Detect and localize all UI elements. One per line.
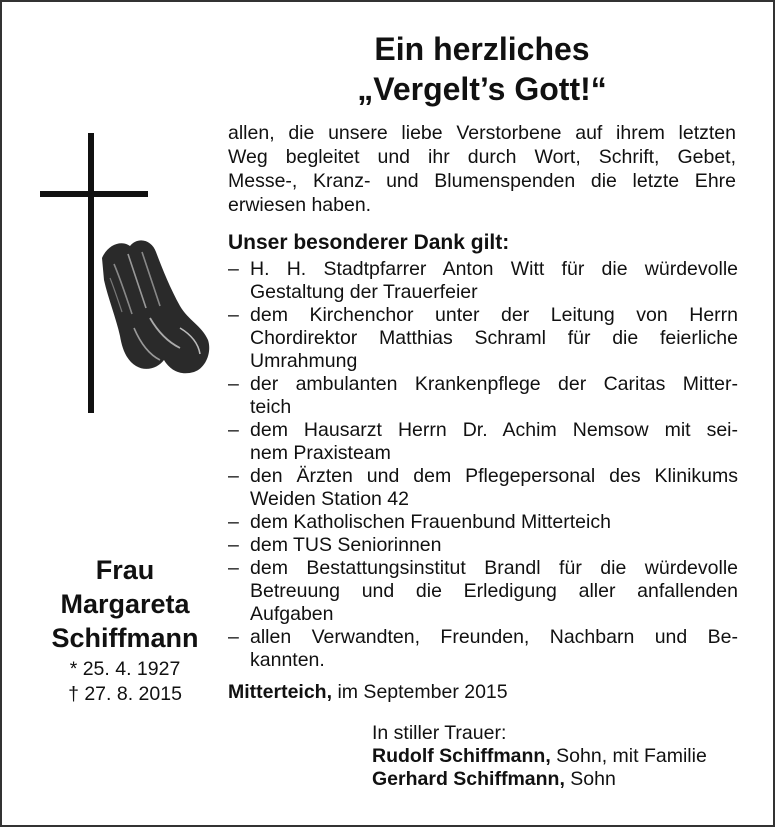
cross-icon bbox=[30, 128, 220, 418]
thanks-item bbox=[228, 534, 738, 557]
dash: – bbox=[228, 511, 239, 533]
thanks-item bbox=[228, 304, 738, 373]
dash: – bbox=[228, 304, 239, 326]
mourners-intro: In stiller Trauer: bbox=[372, 722, 507, 744]
mourner-relation: Sohn, mit Familie bbox=[556, 745, 707, 767]
heading-line-2: „Vergelt’s Gott!“ bbox=[357, 71, 607, 107]
thanks-item-line: den Ärzten und dem Pflegepersonal des Klinikums bbox=[250, 465, 738, 487]
thanks-item bbox=[228, 373, 738, 419]
dash: – bbox=[228, 373, 239, 395]
thanks-item bbox=[228, 557, 738, 626]
mourner-name: Gerhard Schiffmann, bbox=[372, 768, 565, 790]
deceased-name bbox=[30, 553, 220, 655]
thanks-item-line: Betreuung und die Erledigung aller anfallenden bbox=[250, 580, 738, 602]
thanks-item-line: dem Hausarzt Herrn Dr. Achim Nemsow mit sei- bbox=[250, 419, 738, 441]
thanks-item-line: teich bbox=[250, 396, 292, 418]
thanks-item bbox=[228, 626, 738, 672]
dash: – bbox=[228, 465, 239, 487]
thanks-item-line: allen Verwandten, Freunden, Nachbarn und Be- bbox=[250, 626, 738, 648]
thanks-item-line: dem Kirchenchor unter der Leitung von Herrn bbox=[250, 304, 738, 326]
life-dates bbox=[30, 657, 220, 707]
thanks-item bbox=[228, 419, 738, 465]
thanks-item-line: der ambulanten Krankenpflege der Caritas Mitter- bbox=[250, 373, 738, 395]
intro-line: Weg begleitet und ihr durch Wort, Schrift, Gebet, bbox=[228, 146, 736, 168]
cross-and-hands bbox=[30, 128, 220, 418]
place: Mitterteich, bbox=[228, 681, 333, 703]
thanks-item-line: Gestaltung der Trauerfeier bbox=[250, 281, 478, 303]
thanks-item-line: kannten. bbox=[250, 649, 325, 671]
thanks-item-line: dem Bestattungsinstitut Brandl für die würdevolle bbox=[250, 557, 738, 579]
thanks-item-line: dem Katholischen Frauenbund Mitterteich bbox=[250, 511, 611, 533]
mourners bbox=[372, 722, 707, 791]
intro-line: allen, die unsere liebe Verstorbene auf ihrem letzten bbox=[228, 122, 736, 144]
thanks-item bbox=[228, 511, 738, 534]
thanks-item-line: Umrahmung bbox=[250, 350, 358, 372]
intro-line: erwiesen haben. bbox=[228, 194, 372, 216]
dash: – bbox=[228, 419, 239, 441]
thanks-item-line: Chordirektor Matthias Schraml für die feierliche bbox=[250, 327, 738, 349]
thanks-item bbox=[228, 465, 738, 511]
praying-hands-icon bbox=[102, 240, 209, 373]
thanks-item-line: Aufgaben bbox=[250, 603, 334, 625]
thanks-item-line: dem TUS Seniorinnen bbox=[250, 534, 442, 556]
deceased-first-name: Margareta bbox=[60, 589, 190, 619]
mourner-name: Rudolf Schiffmann, bbox=[372, 745, 551, 767]
thanks-item-line: Weiden Station 42 bbox=[250, 488, 409, 510]
dash: – bbox=[228, 534, 239, 556]
heading-line-1: Ein herzliches bbox=[374, 31, 590, 67]
deceased-last-name: Schiffmann bbox=[51, 623, 199, 653]
thanks-item bbox=[228, 258, 738, 304]
thanks-item-line: H. H. Stadtpfarrer Anton Witt für die würdevolle bbox=[250, 258, 738, 280]
dash: – bbox=[228, 258, 239, 280]
date: im September 2015 bbox=[337, 681, 508, 703]
dash: – bbox=[228, 626, 239, 648]
birth-date: * 25. 4. 1927 bbox=[69, 658, 181, 680]
intro-line: Messe-, Kranz- und Blumenspenden die letzte Ehre bbox=[228, 170, 736, 192]
mourner bbox=[372, 768, 707, 791]
thanks-list bbox=[228, 258, 738, 672]
mourner-relation: Sohn bbox=[570, 768, 616, 790]
thanks-item-line: nem Praxisteam bbox=[250, 442, 391, 464]
mourner bbox=[372, 745, 707, 768]
deceased-title: Frau bbox=[95, 555, 155, 585]
thanks-heading: Unser besonderer Dank gilt: bbox=[228, 231, 510, 254]
place-date bbox=[228, 680, 508, 704]
death-date: † 27. 8. 2015 bbox=[68, 683, 182, 705]
intro-paragraph bbox=[228, 121, 736, 217]
dash: – bbox=[228, 557, 239, 579]
